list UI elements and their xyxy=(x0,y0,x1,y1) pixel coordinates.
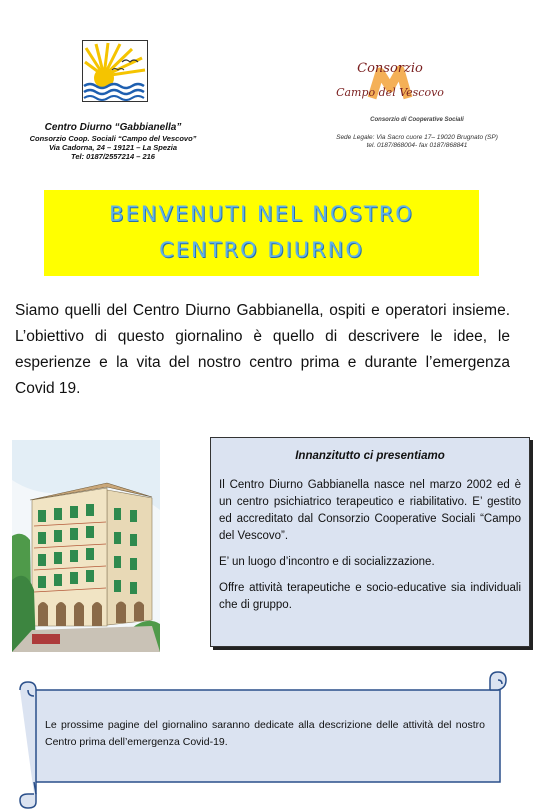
intro-paragraph: Siamo quelli del Centro Diurno Gabbianella, ospiti e operatori insieme. L’obiettivo di questo giornalino è quello di descrivere le idee, le esperienze e la vita del nostro centro prima e durante l’emergenza Covid 19. xyxy=(15,302,510,397)
center-name: Centro Diurno “Gabbianella” xyxy=(44,122,182,133)
presentation-box xyxy=(210,437,530,647)
left-header-info xyxy=(18,122,208,161)
presentation-paragraph-2: E’ un luogo d’incontro e di socializzazione. xyxy=(219,556,435,568)
address-line: Via Cadorna, 24 – 19121 – La Spezia xyxy=(48,143,178,152)
banner-line-1: BENVENUTI NEL NOSTRO xyxy=(109,202,414,226)
building-illustration xyxy=(12,440,160,652)
welcome-banner xyxy=(44,190,479,276)
phone-line: Tel: 0187/2557214 – 216 xyxy=(71,152,155,161)
presentation-title: Innanzitutto ci presentiamo xyxy=(295,450,445,462)
campo-del-vescovo-logo xyxy=(336,54,444,110)
logo-text-consorzio: Consorzio xyxy=(357,61,423,76)
scroll-text: Le prossime pagine del giornalino saranno dedicate alla descrizione delle attività del nostro Centro prima dell’emergenza Covid-19. xyxy=(45,719,485,748)
gabbianella-logo xyxy=(82,40,148,102)
consortium-line: Consorzio Coop. Sociali “Campo del Vescovo” xyxy=(29,134,197,143)
banner-line-2: CENTRO DIURNO xyxy=(159,238,364,262)
logo-text-campo: Campo del Vescovo xyxy=(336,86,444,99)
legal-address-line: Sede Legale: Via Sacro cuore 17– 19020 Brugnato (SP) xyxy=(336,134,498,141)
tel-fax-line: tel. 0187/868004- fax 0187/868841 xyxy=(366,142,468,149)
consortium-subtitle: Consorzio di Cooperative Sociali xyxy=(370,117,464,123)
right-header-info xyxy=(322,116,512,150)
presentation-paragraph-1: Il Centro Diurno Gabbianella nasce nel marzo 2002 ed è un centro psichiatrico terapeutico e riabilitativo. E’ gestito ed accreditato dal Consorzio Cooperative Sociali “Campo del Vescovo”. xyxy=(219,479,521,542)
presentation-paragraph-3: Offre attività terapeutiche e socio-educative sia individuali che di gruppo. xyxy=(219,582,521,611)
